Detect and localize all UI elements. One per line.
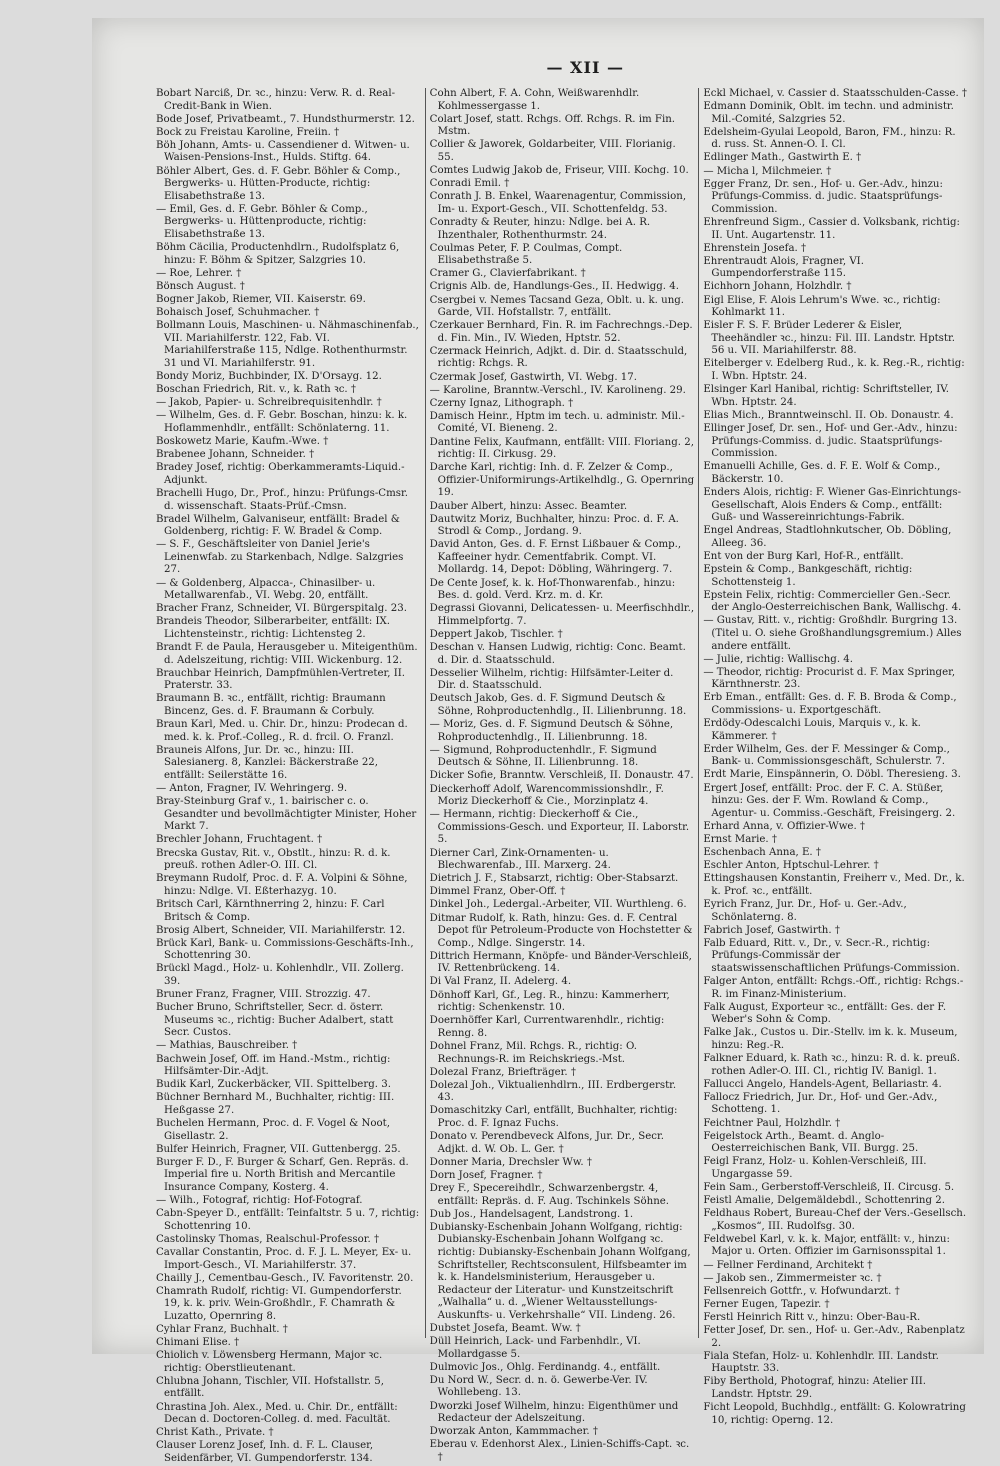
directory-entry: Falger Anton, entfällt: Rchgs.-Off., richtig: Rchgs.-R. im Finanz-Ministerium. — [703, 975, 964, 1000]
directory-entry: Chamrath Rudolf, richtig: VI. Gumpendorferstr. 19, k. k. priv. Wein-Großhdlr., F. Chamrath & Luzatto, Opernring 8. — [156, 1285, 402, 1322]
directory-entry: Elsinger Karl Hanibal, richtig: Schriftsteller, IV. Wbn. Hptstr. 24. — [703, 384, 950, 408]
directory-entry: Eitelberger v. Edelberg Rud., k. k. Reg.-R., richtig: I. Wbn. Hptstr. 24. — [703, 358, 965, 383]
directory-entry: — Wilhelm, Ges. d. F. Gebr. Boschan, hinzu: k. k. Hoflammenhdlr., entfällt: Schönlaterng. 11. — [156, 410, 408, 434]
directory-entry: Brechler Johann, Fruchtagent. † — [156, 834, 323, 846]
directory-entry: Dierner Carl, Zink-Ornamenten- u. Blechwarenfab., III. Marxerg. 24. — [429, 847, 611, 872]
directory-entry: Erb Eman., entfällt: Ges. d. F. B. Broda & Comp., Commissions- u. Exportgeschäft. — [703, 692, 957, 716]
directory-entry: Eyrich Franz, Jur. Dr., Hof- u. Ger.-Adv., Schönlaterng. 8. — [703, 898, 907, 923]
directory-entry: — Jakob, Papier- u. Schreibrequisitenhdlr. † — [156, 397, 382, 409]
directory-entry: Cavallar Constantin, Proc. d. F. J. L. Meyer, Ex- u. Import-Gesch., VI. Mariahilferstr. 37. — [156, 1246, 412, 1271]
directory-entry: Donato v. Perendbeveck Alfons, Jur. Dr., Secr. Adjkt. d. W. Ob. L. Ger. † — [429, 1131, 664, 1155]
directory-entry: Ditmar Rudolf, k. Rath, hinzu: Ges. d. F. Central Depot für Petroleum-Producte von Hochstetter & Comp., Ndlge. Singerstr. 14. — [429, 912, 693, 949]
directory-entry: Bollmann Louis, Maschinen- u. Nähmaschinenfab., VII. Mariahilferstr. 122, Fab. VI. Mariahilferstraße 115, Ndlge. Rothenthurmstr. 31 und VI. Mariahilferstr. 91. — [156, 320, 419, 369]
directory-entry: Darche Karl, richtig: Inh. d. F. Zelzer & Comp., Offizier-Uniformirungs-Artikelhdlg., G. Opernring 19. — [429, 462, 695, 499]
directory-column-2 — [426, 88, 700, 1463]
directory-entry: Brecska Gustav, Rit. v., Obstlt., hinzu: R. d. k. preuß. rothen Adler-O. III. Cl. — [156, 847, 391, 872]
directory-entry: Eckl Michael, v. Cassier d. Staatsschulden-Casse. † — [703, 88, 968, 99]
directory-entry: Crignis Alb. de, Handlungs-Ges., II. Hedwigg. 4. — [429, 281, 679, 293]
directory-entry: Dautwitz Moriz, Buchhalter, hinzu: Proc. d. F. A. Strodl & Comp., Jordang. 9. — [429, 513, 679, 538]
directory-entry: Feigl Franz, Holz- u. Kohlen-Verschleiß, III. Ungargasse 59. — [703, 1156, 927, 1180]
directory-entry: — Moriz, Ges. d. F. Sigmund Deutsch & Söhne, Rohproductenhdlg., II. Lilienbrunng. 18. — [429, 719, 674, 743]
directory-entry: Dimmel Franz, Ober-Off. † — [429, 886, 566, 898]
directory-entry: Di Val Franz, II. Adelerg. 4. — [429, 976, 572, 988]
directory-entry: Csergbei v. Nemes Tacsand Geza, Oblt. u. k. ung. Garde, VII. Hofstallstr. 7, entfällt. — [429, 294, 685, 319]
directory-entry: Egger Franz, Dr. sen., Hof- u. Ger.-Adv., hinzu: Prüfungs-Commiss. d. judic. Staatsprüfungs-Commission. — [703, 178, 943, 215]
directory-entry: Buchelen Hermann, Proc. d. F. Vogel & Noot, Gisellastr. 2. — [156, 1118, 390, 1142]
directory-entry: Fein Sam., Gerberstoff-Verschleiß, II. Circusg. 5. — [703, 1181, 955, 1193]
directory-entry: Dittrich Hermann, Knöpfe- und Bänder-Verschleiß, IV. Rettenbrückeng. 14. — [429, 950, 692, 975]
directory-entry: Fiala Stefan, Holz- u. Kohlenhdlr. III. Landstr. Hauptstr. 33. — [703, 1350, 939, 1375]
directory-entry: Ellinger Josef, Dr. sen., Hof- und Ger.-Adv., hinzu: Prüfungs-Commiss. d. judic. Staatsprüfungs-Commission. — [703, 422, 958, 460]
directory-entry: Ettingshausen Konstantin, Freiherr v., Med. Dr., k. k. Prof. ꝛc., entfällt. — [703, 873, 965, 897]
directory-entry: Deutsch Jakob, Ges. d. F. Sigmund Deutsch & Söhne, Rohproductenhdlg., II. Lilienbrunng. 18. — [429, 693, 687, 717]
directory-entry: Breymann Rudolf, Proc. d. F. A. Volpini & Söhne, hinzu: Ndlge. VI. Eßterhazyg. 10. — [156, 873, 408, 897]
directory-entry: — Mathias, Bauschreiber. † — [156, 1040, 298, 1052]
directory-entry: — S. F., Geschäftsleiter von Daniel Jerie's Leinenwfab. zu Starkenbach, Ndlge. Salzgries 27. — [156, 539, 404, 576]
directory-entry: Degrassi Giovanni, Delicatessen- u. Meerfischhdlr., Himmelpfortg. 7. — [429, 603, 695, 627]
directory-entry: Dolezal Joh., Viktualienhdlrn., III. Erdbergerstr. 43. — [429, 1079, 677, 1104]
directory-entry: Chimani Elise. † — [156, 1337, 240, 1349]
directory-entry: Domaschitzky Carl, entfällt, Buchhalter, richtig: Proc. d. F. Ignaz Fuchs. — [429, 1105, 678, 1129]
directory-entry: Britsch Carl, Kärnthnerring 2, hinzu: F. Carl Britsch & Comp. — [156, 898, 385, 923]
directory-entry: Ent von der Burg Karl, Hof-R., entfällt. — [703, 550, 904, 562]
directory-entry: Bradey Josef, richtig: Oberkammeramts-Liquid.-Adjunkt. — [156, 462, 405, 486]
directory-entry: Brosig Albert, Schneider, VII. Mariahilferstr. 12. — [156, 924, 406, 936]
directory-entry: Boschan Friedrich, Rit. v., k. Rath ꝛc. † — [156, 384, 356, 396]
directory-entry: Ehrenstein Josefa. † — [703, 242, 807, 254]
directory-entry: Colart Josef, statt. Rchgs. Off. Rchgs. R. im Fin. Mstm. — [429, 113, 676, 138]
directory-entry: Chrastina Joh. Alex., Med. u. Chir. Dr., entfällt: Decan d. Doctoren-Colleg. d. med. Facultät. — [156, 1401, 398, 1426]
directory-entry: Bradel Wilhelm, Galvaniseur, entfällt: Bradel & Goldenberg, richtig: F. W. Bradel & Comp. — [156, 513, 400, 538]
directory-entry: Burger F. D., F. Burger & Scharf, Gen. Repräs. d. Imperial fire u. North British and Mercantile Insurance Company, Kosterg. 4. — [156, 1156, 409, 1193]
directory-entry: Düll Heinrich, Lack- und Farbenhdlr., VI. Mollardgasse 5. — [429, 1336, 641, 1360]
directory-entry: Braun Karl, Med. u. Chir. Dr., hinzu: Prodecan d. med. k. k. Prof.-Colleg., R. d. frcil. O. Franzl. — [156, 719, 408, 743]
directory-entry: Eisler F. S. F. Brüder Lederer & Eisler, Theehändler ꝛc., hinzu: Fil. III. Landstr. Hptstr. 56 u. VII. Mariahilferstr. 88. — [703, 320, 955, 357]
directory-entry: Feldhaus Robert, Bureau-Chef der Vers.-Gesellsch. „Kosmos“, III. Rudolfsg. 30. — [703, 1208, 967, 1232]
directory-entry: Epstein & Comp., Bankgeschäft, richtig: Schottensteig 1. — [703, 563, 913, 588]
directory-entry: Donner Maria, Drechsler Ww. † — [429, 1156, 592, 1168]
directory-entry: Fetter Josef, Dr. sen., Hof- u. Ger.-Adv., Rabenplatz 2. — [703, 1325, 965, 1349]
directory-entry: Fabrich Josef, Gastwirth. † — [703, 924, 840, 936]
directory-entry: Böhm Cäcilia, Productenhdlrn., Rudolfsplatz 6, hinzu: F. Böhm & Spitzer, Salzgries 10. — [156, 242, 400, 266]
directory-entry: Falb Eduard, Ritt. v., Dr., v. Secr.-R., richtig: Prüfungs-Commissär der staatswissenschaftlichen Prüfungs-Commission. — [703, 937, 960, 974]
directory-entry: Enders Alois, richtig: F. Wiener Gas-Einrichtungs-Gesellschaft, Alois Enders & Comp., entfällt: Guß- und Wassereinrichtungs-Fabrik. — [703, 486, 962, 524]
directory-entry: Bohaisch Josef, Schuhmacher. † — [156, 307, 320, 319]
directory-entry: David Anton, Ges. d. F. Ernst Lißbauer & Comp., Kaffeeiner hydr. Cementfabrik. Compt. VI. Mollardg. 14, Depot: Döbling, Währingerg. 7. — [429, 539, 682, 576]
directory-entry: Feichtner Paul, Holzhdlr. † — [703, 1117, 841, 1129]
directory-columns — [152, 88, 972, 1464]
directory-entry: Ferstl Heinrich Ritt v., hinzu: Ober-Bau-R. — [703, 1311, 921, 1323]
directory-entry: Brauchbar Heinrich, Dampfmühlen-Vertreter, II. Praterstr. 33. — [156, 667, 406, 692]
directory-entry: Cyhlar Franz, Buchhalt. † — [156, 1324, 288, 1335]
directory-entry: Dönhoff Karl, Gf., Leg. R., hinzu: Kammerherr, richtig: Schenkenstr. 10. — [429, 989, 670, 1014]
directory-entry: Brachelli Hugo, Dr., Prof., hinzu: Prüfungs-Cmsr. d. wissenschaft. Staats-Prüf.-Cmsn. — [156, 487, 408, 512]
directory-entry: Erdt Marie, Einspännerin, O. Döbl. Theresieng. 3. — [703, 769, 961, 781]
directory-entry: Eschenbach Anna, E. † — [703, 847, 822, 859]
directory-entry: — Hermann, richtig: Dieckerhoff & Cie., Commissions-Gesch. und Exporteur, II. Laborstr. 5. — [429, 809, 690, 846]
directory-entry: — Anton, Fragner, IV. Wehringerg. 9. — [156, 783, 348, 795]
directory-entry: Ergert Josef, entfällt: Proc. der F. C. A. Stüßer, hinzu: Ges. der F. Wm. Rowland & Comp., Agentur- u. Commiss.-Geschäft, Freisingerg. 2. — [703, 782, 956, 819]
directory-entry: Dinkel Joh., Ledergal.-Arbeiter, VII. Wurthleng. 6. — [429, 899, 687, 911]
directory-entry: Bock zu Freistau Karoline, Freiin. † — [156, 126, 340, 138]
directory-entry: Edmann Dominik, Oblt. im techn. und administr. Mil.-Comité, Salzgries 52. — [703, 101, 954, 125]
directory-entry: Dicker Sofie, Branntw. Verschleiß, II. Donaustr. 47. — [429, 770, 694, 782]
directory-entry: Chailly J., Cementbau-Gesch., IV. Favoritenstr. 20. — [156, 1272, 414, 1284]
directory-entry: Erhard Anna, v. Offizier-Wwe. † — [703, 820, 866, 832]
page-sheet — [92, 18, 984, 1464]
directory-entry: Bachwein Josef, Off. im Hand.-Mstm., richtig: Hilfsämter-Dir.-Adjt. — [156, 1053, 391, 1078]
directory-entry: — Emil, Ges. d. F. Gebr. Böhler & Comp., Bergwerks- u. Hüttenproducte, richtig: Elisabethstraße 13. — [156, 203, 368, 241]
directory-entry: Falke Jak., Custos u. Dir.-Stellv. im k. k. Museum, hinzu: Reg.-R. — [703, 1027, 958, 1051]
directory-entry: Chlubna Johann, Tischler, VII. Hofstallstr. 5, entfällt. — [156, 1375, 384, 1400]
directory-entry: Czermak Josef, Gastwirth, VI. Webg. 17. — [429, 371, 637, 383]
directory-entry: Boskowetz Marie, Kaufm.-Wwe. † — [156, 436, 329, 448]
directory-entry: Cramer G., Clavierfabrikant. † — [429, 268, 586, 280]
directory-entry: Dworzki Josef Wilhelm, hinzu: Eigenthümer und Redacteur der Adelszeitung. — [429, 1400, 679, 1425]
directory-entry: Ehrenfreund Sigm., Cassier d. Volksbank, richtig: II. Unt. Augartenstr. 11. — [703, 216, 960, 241]
directory-entry: Damisch Heinr., Hptm im tech. u. administr. Mil.-Comité, VI. Bieneng. 2. — [429, 410, 685, 435]
directory-entry: Engel Andreas, Stadtlohnkutscher, Ob. Döbling, Alleeg. 36. — [703, 525, 952, 549]
directory-entry: Böh Johann, Amts- u. Cassendiener d. Witwen- u. Waisen-Pensions-Inst., Hulds. Stiftg. 64. — [156, 139, 410, 164]
directory-entry: Conradi Emil. † — [429, 178, 510, 190]
directory-entry: Falkner Eduard, k. Rath ꝛc., hinzu: R. d. k. preuß. rothen Adler-O. III. Cl., richtig IV. Banigl. 1. — [703, 1053, 960, 1077]
directory-entry: Czermack Heinrich, Adjkt. d. Dir. d. Staatsschuld, richtig: Rchgs. R. — [429, 345, 688, 370]
directory-entry: Brauneis Alfons, Jur. Dr. ꝛc., hinzu: III. Salesianerg. 8, Kanzlei: Bäckerstraße 22, entfällt: Seilerstätte 16. — [156, 744, 379, 781]
directory-entry: Braumann B. ꝛc., entfällt, richtig: Braumann Bincenz, Ges. d. F. Braumann & Corbuly. — [156, 693, 386, 717]
directory-column-3 — [699, 88, 972, 1426]
directory-entry: — Karoline, Branntw.-Verschl., IV. Karolineng. 29. — [429, 384, 686, 396]
directory-entry: Collier & Jaworek, Goldarbeiter, VIII. Florianig. 55. — [429, 139, 676, 163]
directory-entry: Czerny Ignaz, Lithograph. † — [429, 397, 574, 409]
directory-entry: Feldwebel Karl, v. k. k. Major, entfällt: v., hinzu: Major u. Orten. Offizier im Garnisonsspital 1. — [703, 1233, 950, 1258]
directory-entry: — Roe, Lehrer. † — [156, 267, 242, 279]
directory-entry: Ernst Marie. † — [703, 833, 778, 845]
directory-entry: Czerkauer Bernhard, Fin. R. im Fachrechngs.-Dep. d. Fin. Min., IV. Wieden, Hptstr. 52. — [429, 320, 693, 344]
directory-entry: — Wilh., Fotograf, richtig: Hof-Fotograf. — [156, 1195, 363, 1207]
directory-entry: Edelsheim-Gyulai Leopold, Baron, FM., hinzu: R. d. russ. St. Annen-O. I. Cl. — [703, 126, 956, 151]
directory-entry: Ficht Leopold, Buchhdlg., entfällt: G. Kolowratring 10, richtig: Operng. 12. — [703, 1402, 966, 1426]
directory-entry: Eschler Anton, Hptschul-Lehrer. † — [703, 860, 879, 872]
directory-entry: Chiolich v. Löwensberg Hermann, Major ꝛc. richtig: Oberstlieutenant. — [156, 1350, 383, 1374]
directory-entry: Dohnel Franz, Mil. Rchgs. R., richtig: O. Rechnungs-R. im Reichskriegs.-Mst. — [429, 1040, 637, 1065]
directory-entry: Cabn-Speyer D., entfällt: Teinfaltstr. 5 u. 7, richtig: Schottenring 10. — [156, 1208, 420, 1232]
directory-entry: — Julie, richtig: Wallischg. 4. — [703, 653, 854, 665]
directory-entry: Coulmas Peter, F. P. Coulmas, Compt. Elisabethstraße 5. — [429, 242, 623, 267]
directory-entry: Brückl Magd., Holz- u. Kohlenhdlr., VII. Zollerg. 39. — [156, 963, 404, 987]
directory-entry: Doernhöffer Karl, Currentwarenhdlr., richtig: Renng. 8. — [429, 1015, 665, 1039]
directory-entry: Emanuelli Achille, Ges. d. F. E. Wolf & Comp., Bäckerstr. 10. — [703, 461, 941, 485]
directory-entry: Christ Kath., Private. † — [156, 1427, 274, 1439]
directory-entry: Erder Wilhelm, Ges. der F. Messinger & Comp., Bank- u. Commissionsgeschäft, Schulerstr. 7. — [703, 743, 950, 768]
directory-entry: Desselier Wilhelm, richtig: Hilfsämter-Leiter d. Dir. d. Staatsschuld. — [429, 667, 674, 692]
directory-entry: Brück Karl, Bank- u. Commissions-Geschäfts-Inh., Schottenring 30. — [156, 937, 414, 962]
directory-entry: Bulfer Heinrich, Fragner, VII. Guttenbergg. 25. — [156, 1143, 401, 1155]
directory-entry: Budik Karl, Zuckerbäcker, VII. Spittelberg. 3. — [156, 1079, 391, 1091]
directory-entry: Böhler Albert, Ges. d. F. Gebr. Böhler & Comp., Bergwerks- u. Hütten-Producte, richtig: Elisabethstraße 13. — [156, 165, 401, 202]
directory-entry: Brandeis Theodor, Silberarbeiter, entfällt: IX. Lichtensteinstr., richtig: Lichtensteg 2. — [156, 616, 391, 640]
directory-entry: Brabenee Johann, Schneider. † — [156, 449, 315, 461]
directory-entry: — Micha l, Milchmeier. † — [703, 165, 832, 177]
directory-entry: Eberau v. Edenhorst Alex., Linien-Schiffs-Capt. ꝛc. † — [429, 1439, 690, 1463]
directory-entry: Dorn Josef, Fragner. † — [429, 1169, 543, 1181]
directory-entry: Epstein Felix, richtig: Commercieller Gen.-Secr. der Anglo-Oesterreichischen Bank, Wallischg. 4. — [703, 589, 962, 614]
directory-entry: — & Goldenberg, Alpacca-, Chinasilber- u. Metallwarenfab., VI. Webg. 20, entfällt. — [156, 577, 376, 602]
directory-entry: Castolinsky Thomas, Realschul-Professor. † — [156, 1233, 380, 1245]
directory-entry: Fallucci Angelo, Handels-Agent, Bellariastr. 4. — [703, 1078, 942, 1090]
directory-entry: Deppert Jakob, Tischler. † — [429, 628, 563, 640]
directory-entry: Dworzak Anton, Kammmacher. † — [429, 1426, 598, 1438]
directory-entry: Bruner Franz, Fragner, VIII. Strozzig. 47. — [156, 989, 371, 1001]
directory-entry: Büchner Bernhard M., Buchhalter, richtig: III. Heßgasse 27. — [156, 1092, 395, 1116]
directory-entry: — Gustav, Ritt. v., richtig: Großhdlr. Burgring 13. (Titel u. O. siehe Großhandlungsgremium.) Alles andere entfällt. — [703, 615, 962, 652]
directory-entry: Bobart Narciß, Dr. ꝛc., hinzu: Verw. R. d. Real-Credit-Bank in Wien. — [156, 88, 396, 112]
directory-entry: Bode Josef, Privatbeamt., 7. Hundsthurmerstr. 12. — [156, 113, 415, 125]
directory-entry: Eigl Elise, F. Alois Lehrum's Wwe. ꝛc., richtig: Kohlmarkt 11. — [703, 294, 941, 319]
directory-entry: — Sigmund, Rohproductenhdlr., F. Sigmund Deutsch & Söhne, II. Lilienbrunng. 18. — [429, 744, 657, 769]
directory-entry: Dubstet Josefa, Beamt. Ww. † — [429, 1323, 581, 1334]
directory-entry: Comtes Ludwig Jakob de, Friseur, VIII. Kochg. 10. — [429, 165, 689, 177]
directory-entry: Falk August, Exporteur ꝛc., entfällt: Ges. der F. Weber's Sohn & Comp. — [703, 1001, 947, 1026]
directory-entry: — Theodor, richtig: Procurist d. F. Max Springer, Kärnthnerstr. 23. — [703, 666, 956, 691]
directory-entry: Elias Mich., Branntweinschl. II. Ob. Donaustr. 4. — [703, 409, 954, 421]
directory-entry: Dubiansky-Eschenbain Johann Wolfgang, richtig: Dubiansky-Eschenbain Johann Wolfgang ꝛc. richtig: Dubiansky-Eschenbain Johann Wolfgang, Schriftsteller, Rechtsconsulent, Hilfsbeamter im k. k. Handelsministerium, Herausgeber u. Redacteur der Literatur- und Kunstzeitschrift „Walhalla“ u. d. „Wiener Weltausstellungs-Auskunfts- u. Verkehrshalle“ VII. Lindeng. 26. — [429, 1221, 691, 1321]
directory-entry: Du Nord W., Secr. d. n. ö. Gewerbe-Ver. IV. Wohllebeng. 13. — [429, 1374, 648, 1399]
directory-entry: Conradty & Reuter, hinzu: Ndlge. bei A. R. Ihzenthaler, Rothenthurmstr. 24. — [429, 216, 651, 241]
directory-entry: — Jakob sen., Zimmermeister ꝛc. † — [703, 1272, 882, 1284]
directory-entry: Fallocz Friedrich, Jur. Dr., Hof- und Ger.-Adv., Schotteng. 1. — [703, 1091, 938, 1116]
directory-entry: Dieckerhoff Adolf, Warencommissionshdlr., F. Moriz Dieckerhoff & Cie., Morzinplatz 4. — [429, 783, 664, 808]
directory-entry: Bracher Franz, Schneider, VI. Bürgerspitalg. 23. — [156, 603, 407, 615]
directory-entry: Bray-Steinburg Graf v., 1. bairischer c. o. Gesandter und bevollmächtigter Minister, Hoher Markt 7. — [156, 796, 417, 833]
directory-column-1 — [152, 88, 426, 1464]
directory-entry: Ehrentraudt Alois, Fragner, VI. Gumpendorferstraße 115. — [703, 255, 864, 280]
directory-entry: Bogner Jakob, Riemer, VII. Kaiserstr. 69. — [156, 294, 366, 305]
directory-entry: Bondy Moriz, Buchbinder, IX. D'Orsayg. 12. — [156, 371, 382, 383]
directory-entry: Dauber Albert, hinzu: Assec. Beamter. — [429, 500, 628, 512]
directory-entry: Drey F., Specereihdlr., Schwarzenbergstr. 4, entfällt: Repräs. d. F. Aug. Tschinkels Söhne. — [429, 1182, 670, 1207]
directory-entry: Dub Jos., Handelsagent, Landstrong. 1. — [429, 1208, 634, 1220]
directory-entry: Dietrich J. F., Stabsarzt, richtig: Ober-Stabsarzt. — [429, 873, 679, 885]
directory-entry: Brandt F. de Paula, Herausgeber u. Miteigenthüm. d. Adelszeitung, richtig: VIII. Wickenburg. 12. — [156, 642, 418, 666]
directory-entry: Eichhorn Johann, Holzhdlr. † — [703, 281, 852, 293]
directory-entry: De Cente Josef, k. k. Hof-Thonwarenfab., hinzu: Bes. d. gold. Verd. Krz. m. d. Kr. — [429, 577, 676, 602]
directory-entry: Bönsch August. † — [156, 280, 245, 292]
directory-entry: Deschan v. Hansen Ludwig, richtig: Conc. Beamt. d. Dir. d. Staatsschuld. — [429, 642, 686, 666]
directory-entry: Clauser Lorenz Josef, Inh. d. F. L. Clauser, Seidenfärber, VI. Gumpendorferstr. 134. — [156, 1440, 374, 1464]
directory-entry: Dolezal Franz, Briefträger. † — [429, 1066, 576, 1078]
page-folio: — XII — — [546, 58, 624, 77]
directory-entry: Erdödy-Odescalchi Louis, Marquis v., k. k. Kämmerer. † — [703, 718, 921, 742]
directory-entry: Feigelstock Arth., Beamt. d. Anglo-Oesterreichischen Bank, VII. Burgg. 25. — [703, 1130, 919, 1155]
directory-entry: — Fellner Ferdinand, Architekt † — [703, 1259, 873, 1271]
directory-entry: Ferner Eugen, Tapezir. † — [703, 1298, 830, 1310]
directory-entry: Dantine Felix, Kaufmann, entfällt: VIII. Floriang. 2, richtig: II. Cirkusg. 29. — [429, 436, 694, 461]
directory-entry: Fiby Berthold, Photograf, hinzu: Atelier III. Landstr. Hptstr. 29. — [703, 1376, 926, 1400]
directory-entry: Feistl Amalie, Delgemäldebdl., Schottenring 2. — [703, 1195, 945, 1207]
directory-entry: Fellsenreich Gottfr., v. Hofwundarzt. † — [703, 1285, 900, 1297]
directory-entry: Edlinger Math., Gastwirth E. † — [703, 152, 862, 164]
directory-entry: Conrath J. B. Enkel, Waarenagentur, Commission, Im- u. Export-Gesch., VII. Schottenfeldg. 53. — [429, 191, 687, 215]
directory-entry: Bucher Bruno, Schriftsteller, Secr. d. österr. Museums ꝛc., richtig: Bucher Adalbert, statt Secr. Custos. — [156, 1002, 394, 1039]
directory-entry: Cohn Albert, F. A. Cohn, Weißwarenhdlr. Kohlmessergasse 1. — [429, 88, 640, 112]
directory-entry: Dulmovic Jos., Ohlg. Ferdinandg. 4., entfällt. — [429, 1361, 661, 1373]
